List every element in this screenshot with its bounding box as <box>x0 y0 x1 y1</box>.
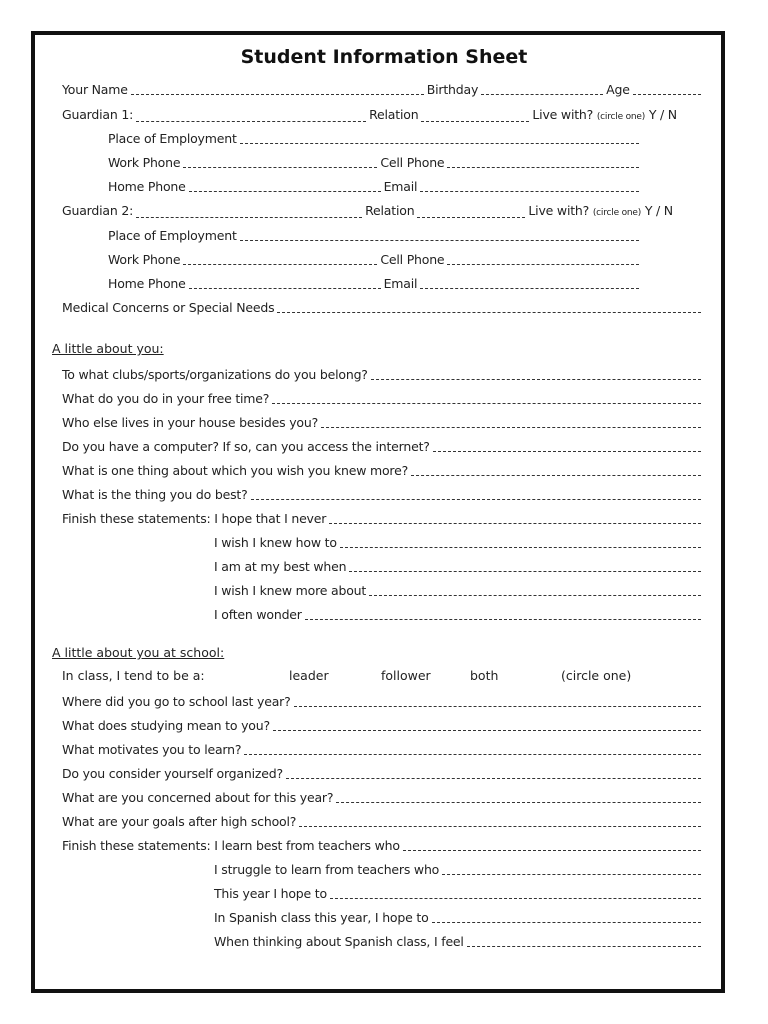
birthday-label: Birthday <box>426 82 479 97</box>
about-answer-field[interactable] <box>251 489 701 500</box>
guardian1-work-phone-field[interactable] <box>183 157 377 168</box>
page-title: Student Information Sheet <box>240 46 528 68</box>
guardian1-home-phone-field[interactable] <box>189 181 381 192</box>
school-question-row <box>62 694 704 710</box>
school-question-row <box>62 766 704 782</box>
school-question-row <box>62 718 704 734</box>
about-answer-field[interactable] <box>321 417 701 428</box>
guardian2-field[interactable] <box>136 207 362 218</box>
relation-label: Relation <box>369 107 419 122</box>
about-finish-row <box>62 511 704 527</box>
school-answer-field[interactable] <box>336 792 701 803</box>
guardian1-cell-phone-field[interactable] <box>447 157 639 168</box>
school-finish-label: Finish these statements: I learn best from teachers who <box>62 838 400 853</box>
school-statement-row <box>214 886 704 902</box>
school-question-row <box>62 814 704 830</box>
about-statement-label: I often wonder <box>214 607 302 622</box>
home-phone-label: Home Phone <box>108 179 186 194</box>
work-phone-label: Work Phone <box>108 252 181 267</box>
circle-one-note: (circle one) <box>592 208 642 218</box>
school-answer-field[interactable] <box>244 744 701 755</box>
about-answer-field[interactable] <box>411 465 701 476</box>
school-answer-field[interactable] <box>432 912 701 923</box>
cell-phone-label: Cell Phone <box>380 155 445 170</box>
school-heading: A little about you at school: <box>52 645 225 660</box>
school-statement-label: I struggle to learn from teachers who <box>214 862 440 877</box>
row-guardian1-home-email <box>108 179 642 195</box>
row-guardian2 <box>62 203 704 221</box>
school-question-label: What are you concerned about for this year? <box>62 790 334 805</box>
school-statement-label: In Spanish class this year, I hope to <box>214 910 429 925</box>
guardian2-employment-field[interactable] <box>240 230 639 241</box>
about-answer-field[interactable] <box>349 561 701 572</box>
school-answer-field[interactable] <box>442 864 701 875</box>
about-answer-field[interactable] <box>340 537 701 548</box>
school-answer-field[interactable] <box>286 768 701 779</box>
school-answer-field[interactable] <box>273 720 701 731</box>
school-question-label: Do you consider yourself organized? <box>62 766 283 781</box>
school-answer-field[interactable] <box>294 696 701 707</box>
about-statement-label: I wish I knew how to <box>214 535 337 550</box>
guardian1-field[interactable] <box>136 111 366 122</box>
home-phone-label: Home Phone <box>108 276 186 291</box>
option-follower[interactable]: follower <box>381 668 431 683</box>
row-guardian1-phones <box>108 155 642 171</box>
about-question-row <box>62 415 704 431</box>
school-statement-row <box>214 862 704 878</box>
yes-no-choice[interactable]: Y / N <box>648 107 677 122</box>
about-question-row <box>62 367 704 383</box>
age-field[interactable] <box>633 84 701 95</box>
guardian2-relation-field[interactable] <box>417 207 525 218</box>
about-question-label: Who else lives in your house besides you? <box>62 415 319 430</box>
about-question-label: To what clubs/sports/organizations do you belong? <box>62 367 368 382</box>
cell-phone-label: Cell Phone <box>380 252 445 267</box>
school-question-label: What are your goals after high school? <box>62 814 297 829</box>
about-answer-field[interactable] <box>272 393 701 404</box>
email-label: Email <box>383 276 418 291</box>
medical-field[interactable] <box>277 302 701 313</box>
about-answer-field[interactable] <box>305 609 701 620</box>
birthday-field[interactable] <box>481 84 603 95</box>
school-question-label: What motivates you to learn? <box>62 742 242 757</box>
name-label: Your Name <box>62 82 128 97</box>
email-label: Email <box>383 179 418 194</box>
school-question-label: What does studying mean to you? <box>62 718 270 733</box>
about-statement-label: I wish I knew more about <box>214 583 367 598</box>
school-statement-row <box>214 934 704 950</box>
about-statement-label: I am at my best when <box>214 559 347 574</box>
guardian1-employment-field[interactable] <box>240 133 639 144</box>
school-question-row <box>62 742 704 758</box>
relation-label: Relation <box>365 203 415 218</box>
about-answer-field[interactable] <box>369 585 701 596</box>
about-question-row <box>62 439 704 455</box>
school-finish-row <box>62 838 704 854</box>
school-statement-label: This year I hope to <box>214 886 327 901</box>
row-guardian2-phones <box>108 252 642 268</box>
row-medical <box>62 300 704 316</box>
school-statement-row <box>214 910 704 926</box>
employment-label: Place of Employment <box>108 131 237 146</box>
about-statement-row <box>214 583 704 599</box>
school-answer-field[interactable] <box>467 936 701 947</box>
about-answer-field[interactable] <box>433 441 701 452</box>
guardian2-label: Guardian 2: <box>62 203 134 218</box>
about-finish-label: Finish these statements: I hope that I never <box>62 511 327 526</box>
guardian1-email-field[interactable] <box>420 181 639 192</box>
row-guardian2-employment <box>108 228 642 244</box>
row-name-birthday-age <box>62 82 704 98</box>
about-question-label: Do you have a computer? If so, can you access the internet? <box>62 439 430 454</box>
guardian2-cell-phone-field[interactable] <box>447 254 639 265</box>
option-both[interactable]: both <box>470 668 499 683</box>
guardian1-label: Guardian 1: <box>62 107 134 122</box>
work-phone-label: Work Phone <box>108 155 181 170</box>
guardian2-work-phone-field[interactable] <box>183 254 377 265</box>
guardian2-home-phone-field[interactable] <box>189 278 381 289</box>
school-question-row <box>62 790 704 806</box>
employment-label: Place of Employment <box>108 228 237 243</box>
class-role-label: In class, I tend to be a: <box>62 668 205 683</box>
circle-one-note: (circle one) <box>561 668 632 683</box>
about-statement-row <box>214 607 704 623</box>
school-question-label: Where did you go to school last year? <box>62 694 291 709</box>
school-statement-label: When thinking about Spanish class, I feel <box>214 934 464 949</box>
row-guardian1-employment <box>108 131 642 147</box>
about-question-label: What is the thing you do best? <box>62 487 248 502</box>
yes-no-choice[interactable]: Y / N <box>644 203 673 218</box>
live-with-label: Live with? <box>532 107 594 122</box>
live-with-label: Live with? <box>528 203 590 218</box>
about-question-label: What is one thing about which you wish you knew more? <box>62 463 409 478</box>
row-guardian2-home-email <box>108 276 642 292</box>
about-question-label: What do you do in your free time? <box>62 391 270 406</box>
age-label: Age <box>606 82 630 97</box>
school-answer-field[interactable] <box>403 840 701 851</box>
about-statement-row <box>214 535 704 551</box>
about-heading: A little about you: <box>52 341 164 356</box>
about-statement-row <box>214 559 704 575</box>
about-answer-field[interactable] <box>329 513 701 524</box>
circle-one-note: (circle one) <box>596 112 646 122</box>
option-leader[interactable]: leader <box>289 668 329 683</box>
about-answer-field[interactable] <box>371 369 701 380</box>
school-answer-field[interactable] <box>299 816 701 827</box>
school-answer-field[interactable] <box>330 888 701 899</box>
about-question-row <box>62 463 704 479</box>
name-field[interactable] <box>131 84 424 95</box>
guardian2-email-field[interactable] <box>420 278 639 289</box>
about-question-row <box>62 487 704 503</box>
guardian1-relation-field[interactable] <box>421 111 529 122</box>
row-guardian1 <box>62 107 704 125</box>
about-question-row <box>62 391 704 407</box>
medical-label: Medical Concerns or Special Needs <box>62 300 275 315</box>
